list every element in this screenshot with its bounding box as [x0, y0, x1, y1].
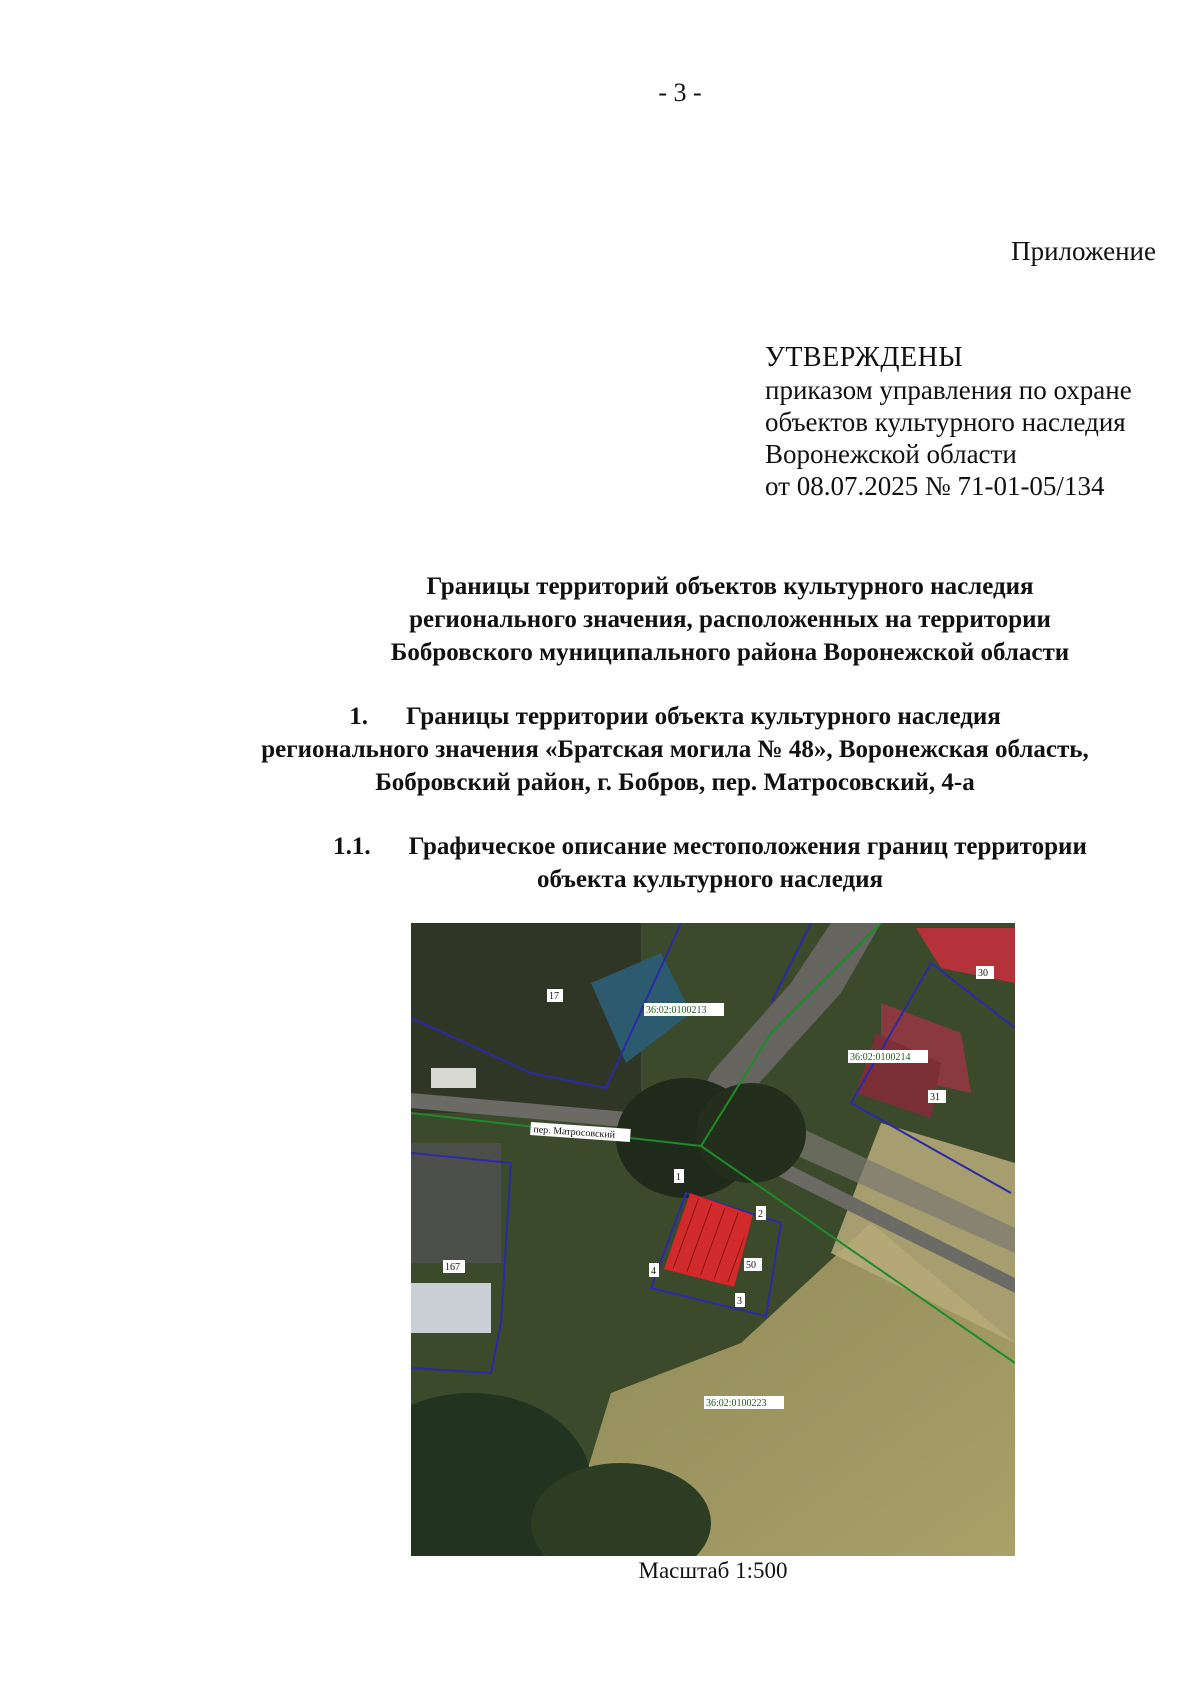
- tree-canopy: [696, 1083, 806, 1183]
- section-heading-line: регионального значения «Братская могила № 48», Воронежская область,: [261, 736, 1089, 763]
- parcel-number: 31: [930, 1092, 940, 1103]
- section-number: 1.: [349, 703, 368, 730]
- approval-date-number: от 08.07.2025 № 71-01-05/134: [765, 471, 1105, 501]
- section-1-heading: [150, 700, 1200, 799]
- page-number: - 3 -: [658, 78, 702, 107]
- boundary-point-label: 4: [651, 1266, 656, 1277]
- cadastral-block-label: 36:02:0100214: [850, 1052, 911, 1063]
- section-heading-line: Графическое описание местоположения границ территории: [408, 833, 1087, 860]
- building-roof: [411, 1283, 491, 1333]
- approval-line: приказом управления по охране: [765, 375, 1132, 405]
- section-1-1-heading: [260, 830, 1160, 896]
- section-heading-line: Бобровский район, г. Бобров, пер. Матросовский, 4-а: [375, 769, 975, 796]
- main-title-line: Бобровского муниципального района Воронежской области: [390, 639, 1070, 666]
- map-svg: [411, 923, 1015, 1556]
- approval-line: Воронежской области: [765, 439, 1017, 469]
- parcel-number: 167: [445, 1262, 460, 1273]
- approval-block: [765, 342, 1132, 502]
- approval-heading: УТВЕРЖДЕНЫ: [765, 342, 964, 373]
- boundary-point-label: 3: [737, 1296, 742, 1307]
- boundary-point-label: 1: [676, 1172, 681, 1183]
- parcel-number: 30: [978, 968, 988, 979]
- car: [431, 1068, 476, 1088]
- parcel-number: 17: [549, 991, 559, 1002]
- street-label: пер. Матросовский: [533, 1124, 616, 1141]
- approval-line: объектов культурного наследия: [765, 407, 1126, 437]
- main-title-line: регионального значения, расположенных на территории: [409, 606, 1051, 633]
- section-heading-line: Границы территории объекта культурного наследия: [405, 703, 1001, 730]
- appendix-label: Приложение: [1011, 236, 1156, 266]
- boundary-point-label: 2: [758, 1209, 763, 1220]
- main-title: [240, 570, 1200, 669]
- section-number: 1.1.: [333, 833, 371, 860]
- boundary-map: [411, 923, 1015, 1556]
- parcel-number: 50: [746, 1260, 756, 1271]
- main-title-line: Границы территорий объектов культурного наследия: [426, 573, 1034, 600]
- cadastral-block-label: 36:02:0100223: [706, 1398, 767, 1409]
- map-scale: Масштаб 1:500: [638, 1558, 788, 1583]
- section-heading-line: объекта культурного наследия: [536, 866, 884, 893]
- cadastral-block-label: 36:02:0100213: [646, 1005, 707, 1016]
